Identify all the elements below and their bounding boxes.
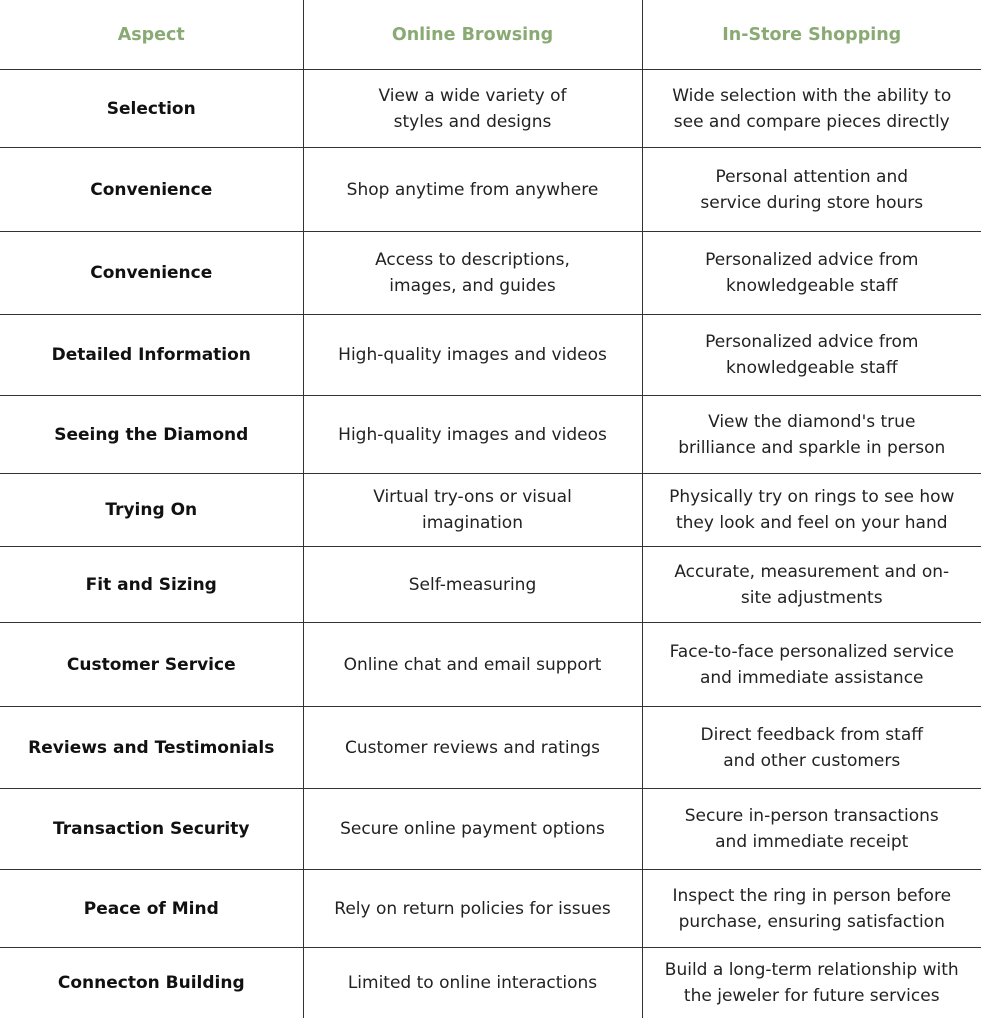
online-browsing-cell: View a wide variety of styles and designs [303, 70, 642, 148]
in-store-shopping-cell: Wide selection with the ability to see and compare pieces directly [642, 70, 981, 148]
in-store-shopping-cell: Accurate, measurement and on- site adjustments [642, 547, 981, 623]
online-browsing-cell: High-quality images and videos [303, 315, 642, 396]
online-browsing-cell: Limited to online interactions [303, 948, 642, 1018]
aspect-cell: Peace of Mind [0, 870, 303, 948]
in-store-shopping-cell: Face-to-face personalized service and immediate assistance [642, 623, 981, 707]
header-row [0, 0, 981, 70]
in-store-shopping-cell: Direct feedback from staff and other customers [642, 707, 981, 789]
in-store-shopping-cell: Secure in-person transactions and immediate receipt [642, 789, 981, 870]
header-in-store-shopping: In-Store Shopping [642, 0, 981, 70]
table-row [0, 870, 981, 948]
aspect-cell: Customer Service [0, 623, 303, 707]
table-row [0, 707, 981, 789]
in-store-shopping-cell: Physically try on rings to see how they look and feel on your hand [642, 474, 981, 547]
table-row [0, 148, 981, 232]
aspect-cell: Convenience [0, 232, 303, 315]
aspect-cell: Transaction Security [0, 789, 303, 870]
online-browsing-cell: Virtual try-ons or visual imagination [303, 474, 642, 547]
aspect-cell: Seeing the Diamond [0, 396, 303, 474]
header-online-browsing: Online Browsing [303, 0, 642, 70]
table-row [0, 474, 981, 547]
table-row [0, 623, 981, 707]
table-row [0, 70, 981, 148]
table-row [0, 789, 981, 870]
aspect-cell: Fit and Sizing [0, 547, 303, 623]
online-browsing-cell: Online chat and email support [303, 623, 642, 707]
aspect-cell: Convenience [0, 148, 303, 232]
table-body [0, 70, 981, 1018]
in-store-shopping-cell: Personalized advice from knowledgeable staff [642, 232, 981, 315]
table-row [0, 547, 981, 623]
aspect-cell: Detailed Information [0, 315, 303, 396]
online-browsing-cell: High-quality images and videos [303, 396, 642, 474]
aspect-cell: Trying On [0, 474, 303, 547]
in-store-shopping-cell: Personalized advice from knowledgeable staff [642, 315, 981, 396]
online-browsing-cell: Access to descriptions, images, and guides [303, 232, 642, 315]
table-row [0, 232, 981, 315]
table-row [0, 315, 981, 396]
in-store-shopping-cell: View the diamond's true brilliance and sparkle in person [642, 396, 981, 474]
in-store-shopping-cell: Inspect the ring in person before purchase, ensuring satisfaction [642, 870, 981, 948]
in-store-shopping-cell: Personal attention and service during store hours [642, 148, 981, 232]
table-row [0, 948, 981, 1018]
online-browsing-cell: Customer reviews and ratings [303, 707, 642, 789]
aspect-cell: Reviews and Testimonials [0, 707, 303, 789]
online-browsing-cell: Secure online payment options [303, 789, 642, 870]
online-browsing-cell: Rely on return policies for issues [303, 870, 642, 948]
online-browsing-cell: Self-measuring [303, 547, 642, 623]
table-row [0, 396, 981, 474]
header-aspect: Aspect [0, 0, 303, 70]
aspect-cell: Selection [0, 70, 303, 148]
online-browsing-cell: Shop anytime from anywhere [303, 148, 642, 232]
in-store-shopping-cell: Build a long-term relationship with the jeweler for future services [642, 948, 981, 1018]
aspect-cell: Connecton Building [57, 972, 245, 993]
